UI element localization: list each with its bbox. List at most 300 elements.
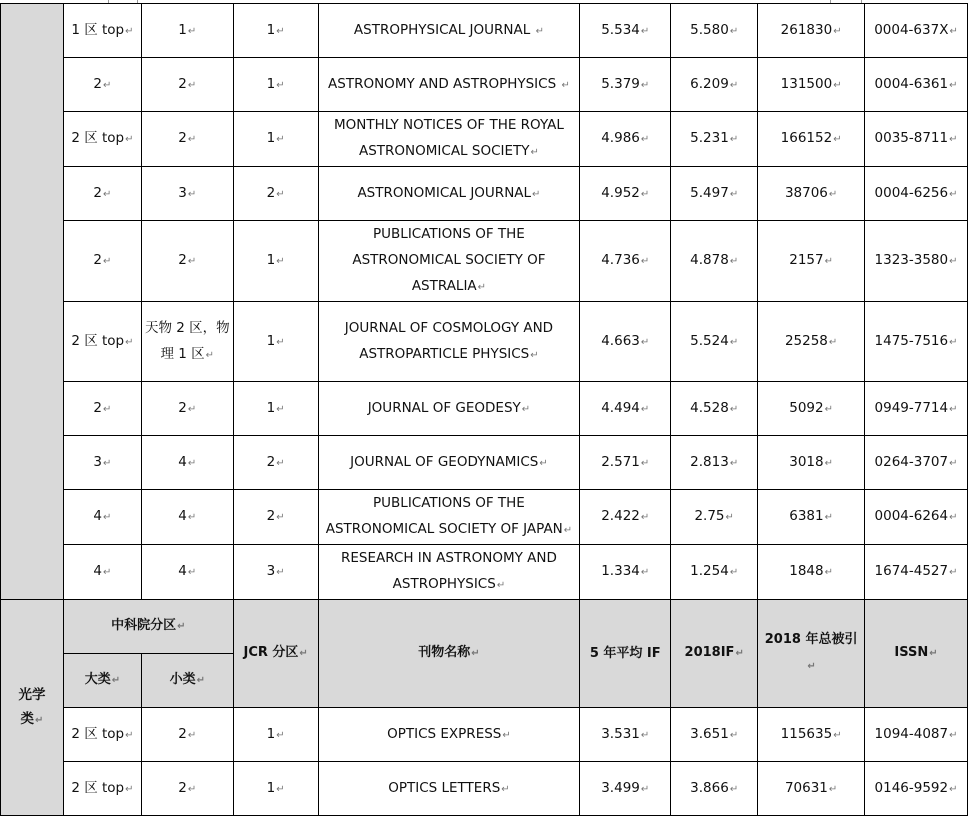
paragraph-mark: ↵ (276, 25, 285, 37)
row-if-5yr-text: 2.422 (601, 508, 640, 524)
row-major-class (63, 490, 141, 545)
paragraph-mark: ↵ (276, 567, 285, 578)
row-issn (865, 112, 968, 167)
table-row (1, 762, 968, 816)
header-minor-class (141, 654, 233, 708)
paragraph-mark: ↵ (949, 79, 958, 91)
row-major-class-text: 2 (93, 75, 102, 92)
row-total-cites (758, 4, 865, 58)
row-if-2018 (671, 302, 758, 382)
row-jcr-zone-text: 1 (266, 130, 276, 146)
header-minor-class-text: 小类 (169, 672, 196, 687)
row-jcr-zone (233, 112, 318, 167)
paragraph-mark: ↵ (729, 256, 739, 267)
row-if-2018 (671, 382, 758, 436)
paragraph-mark: ↵ (640, 729, 650, 741)
row-if-5yr-text: 1.334 (601, 563, 640, 579)
row-jcr-zone-text: 3 (266, 563, 276, 579)
row-minor-class (141, 58, 233, 112)
row-if-2018 (671, 490, 758, 545)
paragraph-mark: ↵ (828, 336, 838, 348)
paragraph-mark: ↵ (187, 729, 197, 741)
header-row (1, 600, 968, 654)
row-total-cites (758, 490, 865, 545)
row-total-cites-text: 115635 (780, 725, 833, 742)
row-major-class-text: 4 (93, 563, 102, 579)
paragraph-mark: ↵ (276, 783, 285, 795)
paragraph-mark: ↵ (103, 567, 112, 578)
row-minor-class-text: 天物 2 区，物理 1 区 (144, 319, 230, 362)
header-if-2018 (671, 600, 758, 708)
paragraph-mark: ↵ (824, 512, 833, 523)
row-journal-name-text: ASTRONOMICAL JOURNAL (357, 184, 532, 201)
paragraph-mark: ↵ (276, 729, 285, 741)
row-journal-name-text: RESEARCH IN ASTRONOMY AND ASTROPHYSICS (340, 550, 557, 592)
row-jcr-zone-text: 1 (266, 252, 276, 268)
paragraph-mark: ↵ (824, 403, 833, 415)
paragraph-mark: ↵ (496, 580, 506, 591)
row-if-2018-text: 5.231 (690, 130, 729, 146)
row-issn-text: 0004-6256 (874, 184, 949, 201)
row-jcr-zone (233, 221, 318, 302)
paragraph-mark: ↵ (729, 25, 739, 37)
paragraph-mark: ↵ (521, 403, 531, 415)
paragraph-mark: ↵ (949, 729, 958, 741)
paragraph-mark: ↵ (276, 256, 285, 267)
row-if-2018-text: 2.813 (690, 453, 729, 470)
paragraph-mark: ↵ (729, 457, 739, 469)
row-major-class (63, 58, 141, 112)
row-issn (865, 545, 968, 600)
paragraph-mark: ↵ (949, 403, 958, 415)
table-row (1, 4, 968, 58)
row-if-5yr-text: 5.534 (601, 21, 640, 38)
row-total-cites-text: 3018 (789, 453, 824, 470)
row-jcr-zone (233, 382, 318, 436)
row-if-5yr-text: 2.571 (601, 453, 640, 470)
row-minor-class (141, 302, 233, 382)
row-minor-class (141, 490, 233, 545)
row-total-cites (758, 762, 865, 816)
row-jcr-zone-text: 2 (266, 453, 276, 470)
paragraph-mark: ↵ (103, 188, 112, 200)
paragraph-mark: ↵ (103, 512, 112, 523)
row-if-2018 (671, 58, 758, 112)
paragraph-mark: ↵ (276, 512, 285, 523)
row-major-class-text: 3 (93, 453, 102, 470)
header-total-cites-text: 2018 年总被引 (764, 632, 858, 647)
paragraph-mark: ↵ (729, 403, 739, 415)
row-minor-class (141, 708, 233, 762)
row-journal-name (318, 436, 580, 490)
paragraph-mark: ↵ (729, 134, 739, 145)
row-minor-class-text: 2 (178, 399, 187, 416)
row-total-cites-text: 70631 (784, 779, 828, 796)
row-minor-class (141, 436, 233, 490)
table-row (1, 382, 968, 436)
paragraph-mark: ↵ (187, 783, 197, 795)
row-if-5yr (580, 4, 671, 58)
row-major-class (63, 167, 141, 221)
paragraph-mark: ↵ (187, 134, 197, 145)
row-jcr-zone-text: 1 (266, 779, 276, 796)
row-major-class-text: 2 区 top (71, 130, 125, 146)
paragraph-mark: ↵ (187, 403, 197, 415)
paragraph-mark: ↵ (725, 512, 734, 523)
paragraph-mark: ↵ (929, 648, 938, 659)
paragraph-mark: ↵ (205, 349, 215, 361)
row-jcr-zone-text: 2 (266, 184, 276, 201)
paragraph-mark: ↵ (949, 783, 958, 795)
row-if-5yr-text: 4.494 (601, 399, 640, 416)
row-journal-name (318, 4, 580, 58)
row-jcr-zone (233, 167, 318, 221)
paragraph-mark: ↵ (299, 648, 308, 659)
paragraph-mark: ↵ (729, 783, 739, 795)
paragraph-mark: ↵ (530, 349, 539, 361)
row-if-5yr (580, 302, 671, 382)
row-total-cites (758, 167, 865, 221)
row-if-5yr (580, 762, 671, 816)
row-total-cites (758, 545, 865, 600)
paragraph-mark: ↵ (949, 457, 958, 469)
paragraph-mark: ↵ (640, 512, 650, 523)
row-if-2018 (671, 762, 758, 816)
journal-table (0, 3, 968, 816)
row-major-class (63, 112, 141, 167)
row-total-cites (758, 112, 865, 167)
row-journal-name-text: JOURNAL OF GEODESY (367, 399, 521, 416)
row-if-2018-text: 6.209 (690, 75, 729, 92)
row-major-class (63, 708, 141, 762)
row-issn (865, 436, 968, 490)
row-issn (865, 221, 968, 302)
header-cas-group (63, 600, 233, 654)
row-if-5yr (580, 545, 671, 600)
row-issn-text: 1323-3580 (874, 252, 949, 268)
paragraph-mark: ↵ (735, 648, 744, 659)
section-category-cell (1, 600, 64, 816)
row-jcr-zone-text: 1 (266, 725, 276, 742)
row-if-2018 (671, 221, 758, 302)
paragraph-mark: ↵ (640, 256, 650, 267)
row-minor-class-text: 4 (178, 508, 187, 524)
row-issn (865, 302, 968, 382)
header-cas-group-text: 中科院分区 (111, 618, 177, 633)
row-issn-text: 0264-3707 (874, 453, 949, 470)
row-total-cites-text: 261830 (780, 21, 833, 38)
row-total-cites-text: 25258 (784, 332, 828, 349)
row-issn (865, 58, 968, 112)
paragraph-mark: ↵ (729, 336, 739, 348)
row-if-5yr (580, 490, 671, 545)
paragraph-mark: ↵ (276, 457, 285, 469)
row-journal-name (318, 167, 580, 221)
row-minor-class-text: 4 (178, 563, 187, 579)
paragraph-mark: ↵ (833, 79, 842, 91)
row-total-cites-text: 38706 (784, 184, 828, 201)
row-if-5yr-text: 3.531 (601, 725, 640, 742)
header-if-5yr-text: 5 年平均 IF (589, 645, 661, 661)
paragraph-mark: ↵ (729, 567, 739, 578)
row-major-class-text: 2 区 top (71, 332, 125, 349)
paragraph-mark: ↵ (539, 457, 548, 469)
paragraph-mark: ↵ (187, 256, 197, 267)
paragraph-mark: ↵ (561, 79, 570, 91)
row-jcr-zone (233, 302, 318, 382)
paragraph-mark: ↵ (103, 79, 112, 91)
table-row (1, 490, 968, 545)
paragraph-mark: ↵ (103, 457, 112, 469)
row-jcr-zone (233, 545, 318, 600)
row-if-2018 (671, 167, 758, 221)
row-journal-name (318, 708, 580, 762)
row-major-class-text: 2 区 top (71, 779, 125, 796)
header-issn-text: ISSN (894, 645, 929, 660)
row-jcr-zone (233, 708, 318, 762)
row-total-cites (758, 302, 865, 382)
paragraph-mark: ↵ (530, 147, 539, 158)
row-minor-class-text: 2 (178, 75, 187, 92)
row-if-5yr-text: 4.986 (601, 130, 640, 146)
paragraph-mark: ↵ (729, 79, 739, 91)
paragraph-mark: ↵ (640, 25, 650, 37)
row-issn-text: 1674-4527 (874, 563, 949, 579)
paragraph-mark: ↵ (276, 134, 285, 145)
paragraph-mark: ↵ (949, 25, 958, 37)
table-row (1, 167, 968, 221)
table-row (1, 221, 968, 302)
table-row (1, 545, 968, 600)
row-issn-text: 0004-6264 (874, 508, 949, 524)
row-minor-class-text: 3 (178, 184, 187, 201)
row-jcr-zone-text: 1 (266, 399, 276, 416)
row-journal-name-text: OPTICS EXPRESS (387, 725, 502, 742)
paragraph-mark: ↵ (125, 134, 134, 145)
row-minor-class-text: 2 (178, 779, 187, 796)
paragraph-mark: ↵ (640, 134, 650, 145)
row-major-class (63, 4, 141, 58)
row-if-5yr-text: 4.952 (601, 184, 640, 201)
paragraph-mark: ↵ (125, 336, 134, 348)
row-jcr-zone-text: 2 (266, 508, 276, 524)
paragraph-mark: ↵ (828, 188, 838, 200)
row-jcr-zone-text: 1 (266, 21, 276, 38)
paragraph-mark: ↵ (501, 783, 510, 795)
paragraph-mark: ↵ (187, 457, 197, 469)
row-major-class-text: 2 (93, 252, 102, 268)
row-if-5yr (580, 221, 671, 302)
row-if-2018-text: 5.524 (690, 332, 729, 349)
paragraph-mark: ↵ (276, 336, 285, 348)
row-journal-name-text: PUBLICATIONS OF THE ASTRONOMICAL SOCIETY OF ASTRALIA (352, 226, 546, 294)
row-journal-name-text: OPTICS LETTERS (388, 779, 501, 796)
row-total-cites-text: 1848 (789, 563, 824, 579)
row-if-2018-text: 5.580 (690, 21, 729, 38)
row-minor-class (141, 545, 233, 600)
header-jcr-zone-text: JCR 分区 (243, 645, 299, 660)
row-total-cites-text: 131500 (780, 75, 833, 92)
row-minor-class-text: 4 (178, 453, 187, 470)
row-if-5yr-text: 5.379 (601, 75, 640, 92)
paragraph-mark: ↵ (103, 403, 112, 415)
row-if-2018-text: 2.75 (694, 508, 725, 524)
row-minor-class (141, 167, 233, 221)
paragraph-mark: ↵ (833, 134, 842, 145)
row-if-2018 (671, 4, 758, 58)
row-major-class-text: 2 (93, 399, 102, 416)
row-journal-name-text: PUBLICATIONS OF THE ASTRONOMICAL SOCIETY OF JAPAN (325, 495, 563, 537)
paragraph-mark: ↵ (640, 336, 650, 348)
row-issn-text: 0004-6361 (874, 75, 949, 92)
row-minor-class (141, 4, 233, 58)
paragraph-mark: ↵ (807, 661, 816, 672)
row-issn-text: 1094-4087 (874, 725, 949, 742)
row-journal-name-text: ASTRONOMY AND ASTROPHYSICS (328, 75, 561, 92)
row-journal-name (318, 112, 580, 167)
row-issn (865, 708, 968, 762)
row-minor-class (141, 762, 233, 816)
row-issn (865, 382, 968, 436)
row-if-2018-text: 3.866 (690, 779, 729, 796)
row-issn (865, 762, 968, 816)
row-if-2018-text: 1.254 (690, 563, 729, 579)
row-if-2018 (671, 436, 758, 490)
row-journal-name (318, 382, 580, 436)
paragraph-mark: ↵ (187, 512, 197, 523)
row-issn-text: 0004-637X (874, 21, 949, 38)
paragraph-mark: ↵ (35, 714, 44, 726)
table-row (1, 436, 968, 490)
row-journal-name (318, 58, 580, 112)
paragraph-mark: ↵ (640, 783, 650, 795)
row-if-5yr-text: 4.736 (601, 252, 640, 268)
row-if-2018-text: 4.878 (690, 252, 729, 268)
row-journal-name (318, 545, 580, 600)
paragraph-mark: ↵ (187, 567, 197, 578)
paragraph-mark: ↵ (125, 783, 134, 795)
row-journal-name (318, 302, 580, 382)
paragraph-mark: ↵ (949, 188, 958, 200)
paragraph-mark: ↵ (103, 256, 112, 267)
row-jcr-zone (233, 762, 318, 816)
table-row (1, 58, 968, 112)
paragraph-mark: ↵ (276, 188, 285, 200)
paragraph-mark: ↵ (187, 188, 197, 200)
table-row (1, 112, 968, 167)
paragraph-mark: ↵ (177, 621, 186, 632)
row-journal-name-text: MONTHLY NOTICES OF THE ROYAL ASTRONOMICAL SOCIETY (333, 117, 564, 159)
paragraph-mark: ↵ (949, 134, 958, 145)
row-if-2018 (671, 545, 758, 600)
row-major-class (63, 302, 141, 382)
paragraph-mark: ↵ (833, 729, 842, 741)
header-journal-name (318, 600, 580, 708)
paragraph-mark: ↵ (125, 25, 134, 37)
row-issn (865, 4, 968, 58)
paragraph-mark: ↵ (111, 675, 121, 686)
header-total-cites (758, 600, 865, 708)
paragraph-mark: ↵ (949, 512, 958, 523)
row-minor-class (141, 382, 233, 436)
paragraph-mark: ↵ (276, 79, 285, 91)
row-journal-name-text: ASTROPHYSICAL JOURNAL (353, 21, 535, 38)
paragraph-mark: ↵ (535, 25, 544, 37)
paragraph-mark: ↵ (640, 457, 650, 469)
row-major-class-text: 2 区 top (71, 725, 125, 742)
paragraph-mark: ↵ (729, 188, 739, 200)
row-major-class-text: 2 (93, 184, 102, 201)
row-journal-name-text: JOURNAL OF GEODYNAMICS (350, 453, 539, 470)
header-major-class-text: 大类 (84, 672, 111, 687)
row-issn-text: 0035-8711 (874, 130, 949, 146)
row-total-cites (758, 382, 865, 436)
row-jcr-zone-text: 1 (266, 75, 276, 92)
table-row (1, 302, 968, 382)
table-row (1, 708, 968, 762)
paragraph-mark: ↵ (125, 729, 134, 741)
header-major-class (63, 654, 141, 708)
paragraph-mark: ↵ (640, 79, 650, 91)
header-jcr-zone (233, 600, 318, 708)
row-major-class (63, 545, 141, 600)
paragraph-mark: ↵ (729, 729, 739, 741)
row-jcr-zone (233, 436, 318, 490)
row-total-cites (758, 58, 865, 112)
row-major-class (63, 436, 141, 490)
section-category-cell-text: 光学类 (18, 686, 46, 727)
row-jcr-zone (233, 4, 318, 58)
row-major-class (63, 382, 141, 436)
paragraph-mark: ↵ (532, 188, 541, 200)
row-if-5yr (580, 58, 671, 112)
header-journal-name-text: 刊物名称 (418, 645, 471, 660)
row-major-class (63, 762, 141, 816)
paragraph-mark: ↵ (471, 648, 480, 659)
paragraph-mark: ↵ (187, 79, 197, 91)
section-category-cell (1, 4, 64, 600)
row-minor-class-text: 2 (178, 725, 187, 742)
row-major-class-text: 4 (93, 508, 102, 524)
row-journal-name (318, 762, 580, 816)
row-major-class (63, 221, 141, 302)
row-issn-text: 0949-7714 (874, 399, 949, 416)
row-if-5yr-text: 4.663 (601, 332, 640, 349)
row-total-cites-text: 5092 (789, 399, 824, 416)
row-issn (865, 490, 968, 545)
row-jcr-zone (233, 58, 318, 112)
row-if-5yr (580, 382, 671, 436)
paragraph-mark: ↵ (502, 729, 511, 741)
header-issn (865, 600, 968, 708)
row-total-cites-text: 6381 (789, 508, 824, 524)
row-total-cites-text: 2157 (789, 252, 824, 268)
paragraph-mark: ↵ (563, 525, 573, 536)
header-if-2018-text: 2018IF (684, 645, 735, 660)
row-minor-class (141, 112, 233, 167)
row-if-5yr-text: 3.499 (601, 779, 640, 796)
row-jcr-zone (233, 490, 318, 545)
row-if-5yr (580, 708, 671, 762)
paragraph-mark: ↵ (640, 567, 650, 578)
paragraph-mark: ↵ (833, 25, 842, 37)
paragraph-mark: ↵ (824, 457, 833, 469)
row-total-cites (758, 221, 865, 302)
row-minor-class-text: 2 (178, 252, 187, 268)
paragraph-mark: ↵ (196, 675, 205, 686)
row-if-2018-text: 3.651 (690, 725, 729, 742)
row-journal-name-text: JOURNAL OF COSMOLOGY AND ASTROPARTICLE PHYSICS (344, 319, 554, 362)
